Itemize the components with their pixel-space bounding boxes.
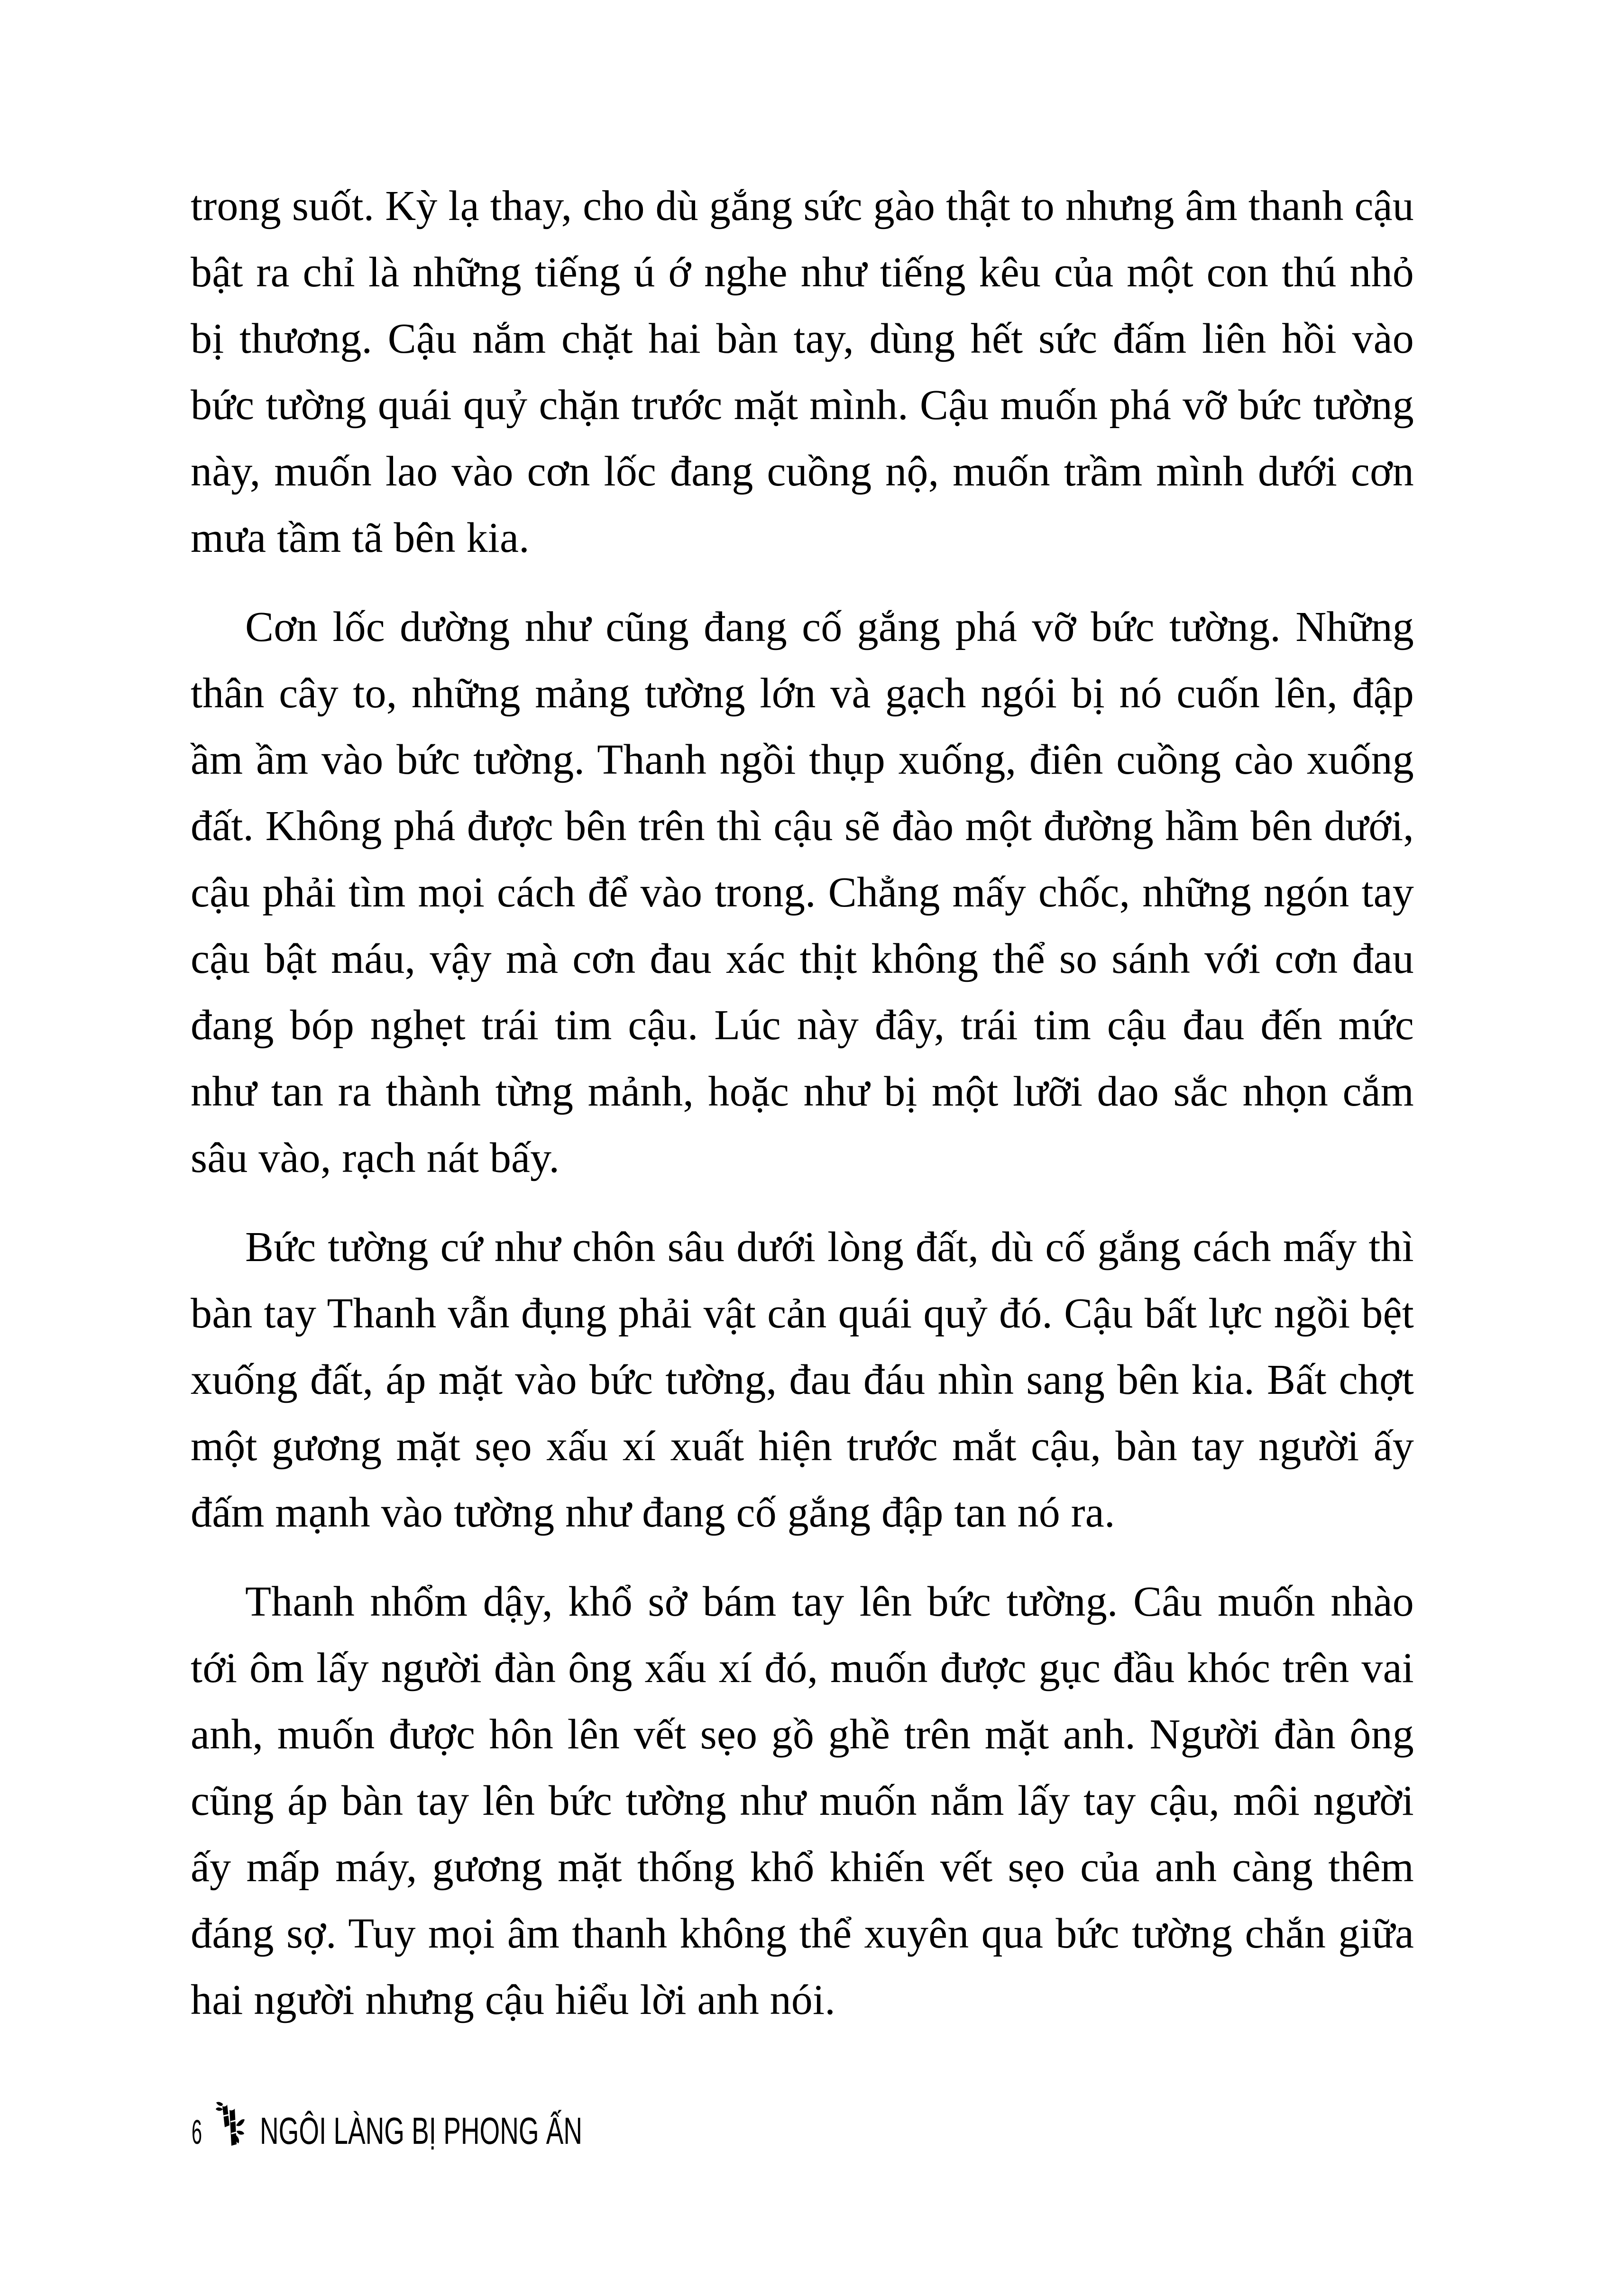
paragraph-3: Bức tường cứ như chôn sâu dưới lòng đất, dù cố gắng cách mấy thì bàn tay Thanh vẫn đụng phải vật cản quái quỷ đó. Cậu bất lực ngồi bệt xuống đất, áp mặt vào bức tường, đau đáu nhìn sang bên kia. Bất chợt một gương mặt sẹo xấu xí xuất hiện trước mắt cậu, bàn tay người ấy đấm mạnh vào tường như đang cố gắng đập tan nó ra.	[191, 1224, 1414, 1536]
page-body	[191, 173, 1414, 2056]
page-number-text: 6	[192, 2113, 202, 2151]
bamboo-icon	[216, 2102, 245, 2147]
page-footer	[0, 2086, 1624, 2228]
paragraph-1: trong suốt. Kỳ lạ thay, cho dù gắng sức gào thật to nhưng âm thanh cậu bật ra chỉ là những tiếng ú ớ nghe như tiếng kêu của một con thú nhỏ bị thương. Cậu nắm chặt hai bàn tay, dùng hết sức đấm liên hồi vào bức tường quái quỷ chặn trước mặt mình. Cậu muốn phá vỡ bức tường này, muốn lao vào cơn lốc đang cuồng nộ, muốn trầm mình dưới cơn mưa tầm tã bên kia.	[191, 183, 1414, 561]
paragraph-4: Thanh nhổm dậy, khổ sở bám tay lên bức tường. Câu muốn nhào tới ôm lấy người đàn ông xấu xí đó, muốn được gục đầu khóc trên vai anh, muốn được hôn lên vết sẹo gồ ghề trên mặt anh. Người đàn ông cũng áp bàn tay lên bức tường như muốn nắm lấy tay cậu, môi người ấy mấp máy, gương mặt thống khổ khiến vết sẹo của anh càng thêm đáng sợ. Tuy mọi âm thanh không thể xuyên qua bức tường chắn giữa hai người nhưng cậu hiểu lời anh nói.	[191, 1578, 1414, 2023]
page-number	[191, 2115, 207, 2158]
book-title-text: NGÔI LÀNG BỊ PHONG ẤN	[260, 2110, 582, 2152]
paragraph-2: Cơn lốc dường như cũng đang cố gắng phá vỡ bức tường. Những thân cây to, những mảng tường lớn và gạch ngói bị nó cuốn lên, đập ầm ầm vào bức tường. Thanh ngồi thụp xuống, điên cuồng cào xuống đất. Không phá được bên trên thì cậu sẽ đào một đường hầm bên dưới, cậu phải tìm mọi cách để vào trong. Chẳng mấy chốc, những ngón tay cậu bật máu, vậy mà cơn đau xác thịt không thể so sánh với cơn đau đang bóp nghẹt trái tim cậu. Lúc này đây, trái tim cậu đau đến mức như tan ra thành từng mảnh, hoặc như bị một lưỡi dao sắc nhọn cắm sâu vào, rạch nát bấy.	[191, 604, 1414, 1181]
book-title	[260, 2096, 587, 2163]
